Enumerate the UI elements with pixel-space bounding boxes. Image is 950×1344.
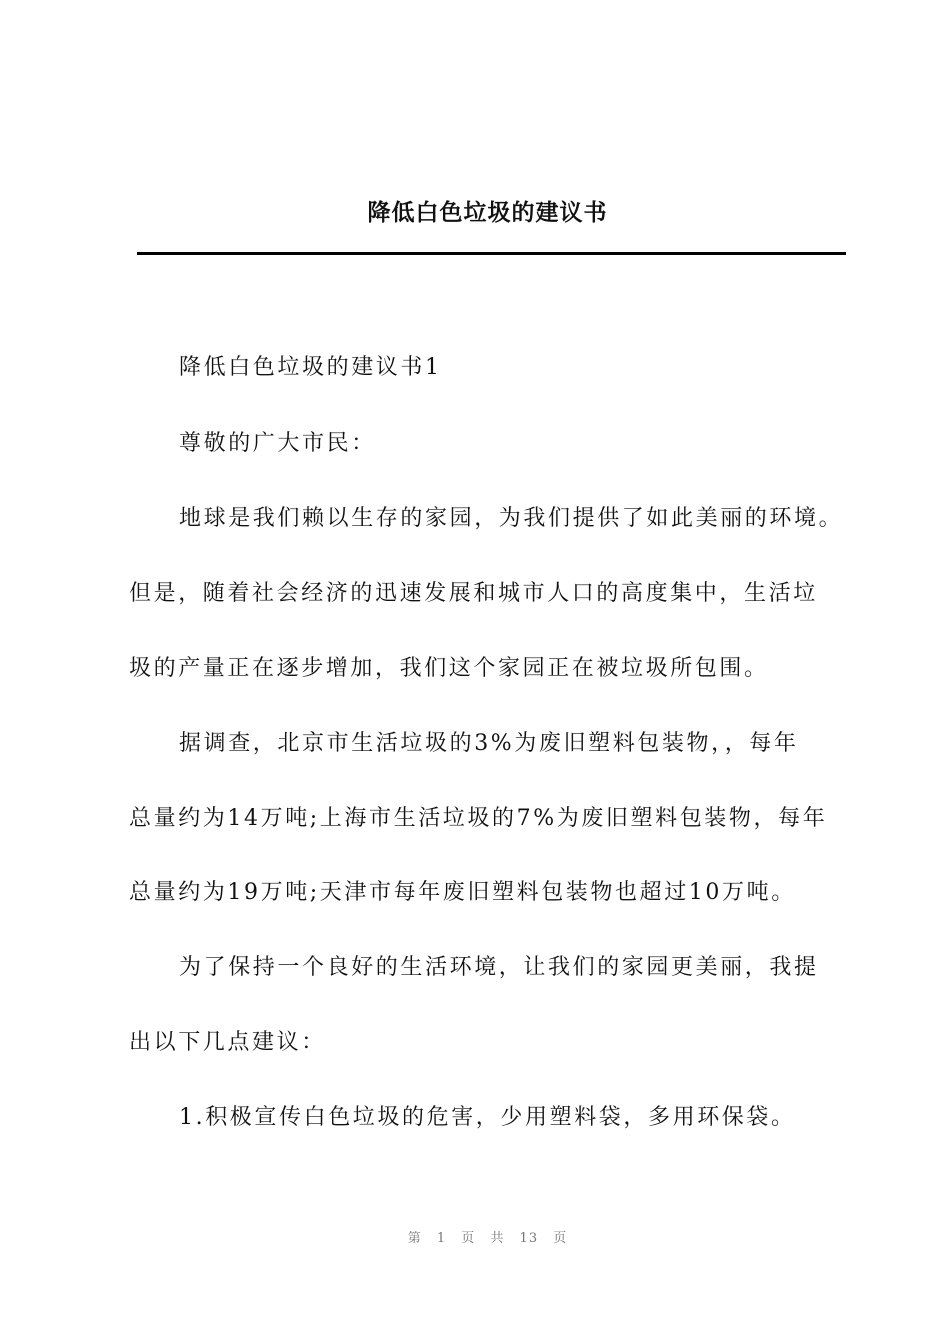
paragraph-line: 但是，随着社会经济的迅速发展和城市人口的高度集中，生活垃 (129, 581, 818, 606)
section-heading: 降低白色垃圾的建议书1 (179, 355, 442, 380)
salutation: 尊敬的广大市民： (179, 431, 376, 456)
document-title: 降低白色垃圾的建议书 (367, 200, 608, 226)
title-underline (137, 252, 846, 255)
paragraph-line: 总量约为19万吨;天津市每年废旧塑料包装物也超过10万吨。 (129, 880, 796, 905)
list-item: 1.积极宣传白色垃圾的危害，少用塑料袋，多用环保袋。 (179, 1105, 796, 1130)
paragraph-line: 总量约为14万吨;上海市生活垃圾的7%为废旧塑料包装物，每年 (129, 806, 828, 831)
paragraph-line: 据调查，北京市生活垃圾的3%为废旧塑料包装物，，每年 (179, 731, 799, 756)
paragraph-line: 圾的产量正在逐步增加，我们这个家园正在被垃圾所包围。 (129, 656, 769, 681)
paragraph-line: 出以下几点建议： (129, 1030, 326, 1055)
paragraph-line: 为了保持一个良好的生活环境，让我们的家园更美丽，我提 (179, 955, 819, 980)
paragraph-line: 地球是我们赖以生存的家园，为我们提供了如此美丽的环境。 (179, 506, 844, 531)
page-footer: 第 1 页 共 13 页 (407, 1231, 568, 1246)
